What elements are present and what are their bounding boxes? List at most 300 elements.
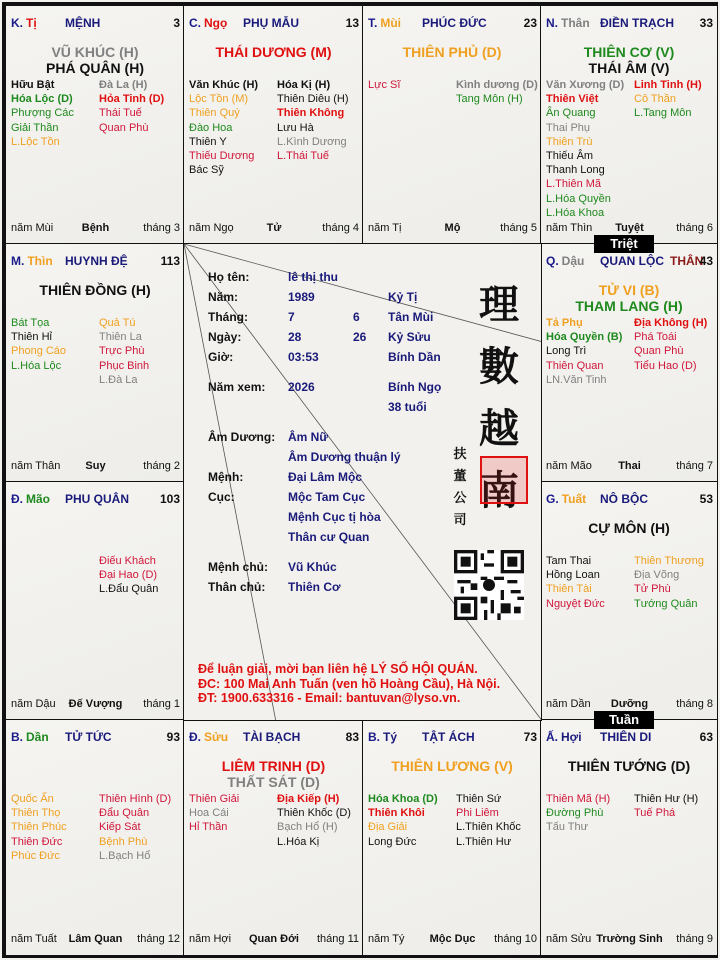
heavenly-stem: B. <box>368 730 380 744</box>
main-stars <box>6 282 184 298</box>
palace-header <box>368 730 537 744</box>
age-number: 43 <box>699 254 713 268</box>
lunar-month: tháng 11 <box>316 933 359 945</box>
minor-stars-left <box>546 78 624 220</box>
palace-footer <box>546 460 713 474</box>
minor-stars-left <box>11 316 66 373</box>
minor-star: Bệnh Phù <box>99 835 148 848</box>
triet-tag: Triệt <box>594 235 654 253</box>
minor-star: Thiên Khôi <box>368 807 425 820</box>
palace-cell-tat-ach[interactable] <box>362 719 542 956</box>
main-stars <box>541 520 717 536</box>
label-hour: Giờ: <box>208 350 234 364</box>
minor-star: Hồng Loan <box>546 569 600 582</box>
main-star: THẤT SÁT (D) <box>227 774 320 790</box>
contact-line-address: ĐC: 100 Mai Anh Tuấn (ven hồ Hoàng Cầu), Hà Nội. <box>198 676 501 691</box>
minor-star: Địa Võng <box>634 569 680 582</box>
tuan-tag: Tuần <box>594 711 654 729</box>
palace-footer <box>189 222 359 236</box>
minor-star: L.Tang Môn <box>634 107 692 120</box>
life-stage: Suy <box>85 460 106 472</box>
minor-star: Tướng Quân <box>634 597 698 610</box>
minor-star: Quả Tú <box>99 317 136 329</box>
lunar-month: tháng 8 <box>676 698 713 710</box>
palace-cell-huynh-de[interactable] <box>5 243 185 483</box>
minor-star: Bạch Hổ (H) <box>277 821 338 834</box>
main-star: THÁI ÂM (V) <box>588 60 670 76</box>
palace-footer <box>189 933 359 947</box>
minor-stars-right <box>99 78 164 135</box>
palace-footer <box>368 222 537 236</box>
minor-stars-left <box>368 78 400 92</box>
heavenly-stem: G. <box>546 492 559 506</box>
minor-stars-right <box>99 316 149 387</box>
minor-star: Hóa Quyền (B) <box>546 331 623 344</box>
main-stars <box>184 758 363 790</box>
heavenly-stem: Đ. <box>189 730 201 744</box>
palace-footer <box>546 933 713 947</box>
earthly-branch: Thân <box>561 16 590 30</box>
year-branch: năm Mão <box>546 460 592 472</box>
minor-stars-right <box>277 78 349 163</box>
main-star: THÁI DƯƠNG (M) <box>215 44 332 60</box>
minor-star: L.Lộc Tồn <box>11 135 60 148</box>
minor-star: Đà La (H) <box>99 79 148 91</box>
minor-star: Bác Sỹ <box>189 164 224 177</box>
heavenly-stem: Đ. <box>11 492 23 506</box>
minor-star: Phá Toái <box>634 331 677 344</box>
main-star: LIÊM TRINH (D) <box>221 758 326 774</box>
heavenly-stem: B. <box>11 730 23 744</box>
palace-name: HUYNH ĐỆ <box>65 254 128 268</box>
minor-star: Thiên Phúc <box>11 821 67 834</box>
minor-star: Hỏa Tinh (D) <box>99 93 165 106</box>
year-branch: năm Dần <box>546 698 591 710</box>
lunar-month: tháng 12 <box>137 933 180 945</box>
earthly-branch: Hợi <box>561 730 582 744</box>
minor-star: Thiên Hư (H) <box>634 793 699 805</box>
heavenly-stem: C. <box>189 16 201 30</box>
palace-cell-dien-trach[interactable] <box>540 5 718 245</box>
main-star: TỬ VI (B) <box>598 282 660 298</box>
label-menh-chu: Mệnh chủ: <box>208 560 268 574</box>
palace-name: PHÚC ĐỨC <box>422 16 487 30</box>
calligraphy-small: 扶 董 公 司 <box>453 447 467 528</box>
minor-star: Thiên Mã (H) <box>546 793 611 805</box>
lunar-month: tháng 7 <box>676 460 713 472</box>
minor-star: Tang Môn (H) <box>456 93 523 106</box>
minor-star: Lộc Tồn (M) <box>189 93 249 106</box>
minor-star: L.Bạch Hổ <box>99 849 151 862</box>
value-view-year: 2026 <box>288 380 315 394</box>
year-branch: năm Tị <box>368 222 402 234</box>
minor-star: Thiên Không <box>277 107 345 120</box>
earthly-branch: Tuất <box>561 492 587 506</box>
tu-vi-chart <box>2 2 718 958</box>
value-day-canchi: Kỷ Sửu <box>388 330 431 344</box>
year-branch: năm Tuất <box>11 933 57 945</box>
value-day-lunar: 26 <box>353 330 367 344</box>
label-am-duong: Âm Dương: <box>208 430 276 444</box>
value-month-solar: 7 <box>288 310 295 324</box>
minor-star: Thiên Khốc (D) <box>277 807 351 820</box>
main-star: THIÊN CƠ (V) <box>583 44 675 60</box>
minor-star: L.Đà La <box>99 373 138 386</box>
palace-footer <box>11 933 180 947</box>
palace-header <box>368 16 537 30</box>
value-cuc-note2: Thân cư Quan <box>288 530 370 544</box>
palace-header <box>189 16 359 30</box>
minor-star: L.Đẩu Quân <box>99 583 159 596</box>
minor-star: Kiếp Sát <box>99 821 141 834</box>
minor-stars-right <box>634 792 698 820</box>
minor-star: Linh Tinh (H) <box>634 79 702 91</box>
minor-star: Đường Phù <box>546 807 604 820</box>
minor-star: Cô Thần <box>634 93 676 106</box>
minor-stars-right <box>99 792 171 863</box>
value-month-canchi: Tân Mùi <box>388 310 434 324</box>
palace-name: TẬT ÁCH <box>422 730 475 744</box>
palace-footer <box>11 698 180 712</box>
lunar-month: tháng 3 <box>143 222 180 234</box>
minor-star: Long Đức <box>368 835 417 848</box>
minor-stars-right <box>634 554 704 611</box>
minor-star: Phục Binh <box>99 359 150 372</box>
life-stage: Đế Vượng <box>68 698 123 710</box>
life-stage: Trường Sinh <box>596 933 663 945</box>
life-stage: Tuyệt <box>615 222 644 234</box>
value-cuc-note1: Mệnh Cục tị hòa <box>288 510 381 524</box>
contact-line-phone-email[interactable]: ĐT: 1900.633316 - Email: bantuvan@lyso.vn. <box>198 691 461 705</box>
palace-name: MỆNH <box>65 16 101 30</box>
main-stars <box>6 44 184 76</box>
life-stage: Lâm Quan <box>68 933 123 945</box>
age-number: 83 <box>345 730 359 744</box>
minor-stars-left <box>189 792 239 835</box>
minor-star: L.Hóa Lộc <box>11 359 62 372</box>
palace-name: NÔ BỘC <box>600 492 648 506</box>
value-am-duong-note: Âm Dương thuận lý <box>288 450 401 464</box>
year-branch: năm Mùi <box>11 222 54 234</box>
palace-header <box>546 730 713 744</box>
earthly-branch: Mão <box>26 492 50 506</box>
minor-star: Đại Hao (D) <box>99 569 158 582</box>
minor-star: L.Kình Dương <box>277 135 347 148</box>
minor-star: Quốc Ấn <box>11 793 54 805</box>
age-number: 93 <box>166 730 180 744</box>
minor-stars-right <box>277 792 351 849</box>
minor-star: Thiên Trù <box>546 135 593 148</box>
age-number: 103 <box>159 492 180 506</box>
minor-stars-left <box>11 792 67 863</box>
heavenly-stem: Q. <box>546 254 559 268</box>
minor-star: Tuế Phá <box>634 807 676 820</box>
value-cuc: Mộc Tam Cục <box>288 490 366 504</box>
palace-header <box>11 254 180 268</box>
qr-code[interactable] <box>454 550 524 620</box>
minor-star: Phi Liêm <box>456 807 499 820</box>
age-number: 23 <box>523 16 537 30</box>
minor-star: Lưu Hà <box>277 121 314 134</box>
life-stage: Bệnh <box>81 222 110 234</box>
contact-info <box>198 662 500 706</box>
minor-star: Ân Quang <box>546 107 596 120</box>
earthly-branch: Sửu <box>204 730 229 744</box>
minor-star: L.Thiên Hư <box>456 835 512 848</box>
value-month-lunar: 6 <box>353 310 360 324</box>
main-star: THIÊN LƯƠNG (V) <box>391 758 513 774</box>
palace-cell-phu-quan[interactable] <box>5 481 185 721</box>
age-number: 13 <box>345 16 359 30</box>
palace-footer <box>11 222 180 236</box>
main-stars <box>541 758 717 774</box>
heavenly-stem: M. <box>11 254 25 268</box>
minor-star: Hóa Lộc (D) <box>11 93 73 106</box>
main-star: THIÊN TƯỚNG (D) <box>567 758 691 774</box>
main-star: VŨ KHÚC (H) <box>51 44 139 60</box>
minor-star: Trực Phù <box>99 345 145 358</box>
calligraphy-title: 理 數 越 南 <box>479 281 519 514</box>
life-stage: Mộ <box>444 222 461 234</box>
minor-star: Lực Sĩ <box>368 79 401 91</box>
minor-star: Thanh Long <box>546 164 605 177</box>
main-star: THAM LANG (H) <box>575 298 683 314</box>
minor-stars-right <box>634 78 702 121</box>
minor-star: Thiếu Âm <box>546 150 594 163</box>
palace-name: TỬ TỨC <box>65 730 112 744</box>
minor-stars-left <box>546 316 622 387</box>
lunar-month: tháng 4 <box>322 222 359 234</box>
year-branch: năm Hợi <box>189 933 232 945</box>
minor-star: Đẩu Quân <box>99 807 150 820</box>
minor-star: Thiên Diêu (H) <box>277 93 349 106</box>
earthly-branch: Dậu <box>561 254 585 268</box>
life-stage: Dưỡng <box>610 698 649 710</box>
minor-star: L.Thiên Mã <box>546 178 602 191</box>
label-view-year: Năm xem: <box>208 380 266 394</box>
main-star: THIÊN PHỦ (D) <box>402 44 502 60</box>
minor-star: Địa Giải <box>368 821 408 834</box>
minor-star: Bát Tọa <box>11 317 50 329</box>
label-menh: Mệnh: <box>208 470 244 484</box>
lunar-month: tháng 9 <box>676 933 713 945</box>
minor-stars-left <box>11 78 74 149</box>
age-number: 3 <box>173 16 180 30</box>
minor-star: Hóa Kị (H) <box>277 79 331 91</box>
minor-star: Nguyệt Đức <box>546 597 605 610</box>
label-day: Ngày: <box>208 330 242 344</box>
minor-star: L.Hóa Quyền <box>546 192 611 205</box>
palace-name: PHU QUÂN <box>65 492 130 506</box>
minor-star: L.Thiên Khốc <box>456 821 521 834</box>
label-month: Tháng: <box>208 310 248 324</box>
minor-star: Phượng Các <box>11 107 74 120</box>
main-star: CỰ MÔN (H) <box>588 520 670 536</box>
minor-star: Đào Hoa <box>189 121 233 134</box>
palace-name: ĐIỀN TRẠCH <box>600 16 674 30</box>
minor-star: L.Hóa Khoa <box>546 206 605 219</box>
minor-star: Thiên Việt <box>546 93 599 106</box>
minor-stars-right <box>634 316 707 373</box>
earthly-branch: Tị <box>26 16 37 30</box>
value-menh: Đại Lâm Mộc <box>288 470 363 484</box>
label-cuc: Cục: <box>208 490 235 504</box>
heavenly-stem: T. <box>368 16 378 30</box>
lunar-month: tháng 10 <box>494 933 537 945</box>
value-menh-chu: Vũ Khúc <box>288 560 337 574</box>
palace-cell-phu-mau[interactable] <box>183 5 364 245</box>
minor-star: Thiên Giải <box>189 793 240 805</box>
label-than-chu: Thân chủ: <box>208 580 266 594</box>
minor-star: Thiên Đức <box>11 835 63 848</box>
minor-star: Hoa Cái <box>189 807 229 820</box>
heavenly-stem: Ấ. <box>546 730 558 744</box>
minor-star: Văn Khúc (H) <box>189 79 259 91</box>
minor-stars-right <box>99 554 158 597</box>
minor-star: Thai Phụ <box>546 121 591 134</box>
value-day-solar: 28 <box>288 330 302 344</box>
palace-cell-tai-bach[interactable] <box>183 719 364 956</box>
minor-star: Tiểu Hao (D) <box>634 359 697 372</box>
year-branch: năm Thân <box>11 460 61 472</box>
earthly-branch: Dần <box>26 730 49 744</box>
minor-star: Tả Phụ <box>546 317 583 329</box>
year-branch: năm Ngọ <box>189 222 234 234</box>
earthly-branch: Mùi <box>380 16 402 30</box>
value-than-chu: Thiên Cơ <box>288 580 341 594</box>
palace-header <box>546 16 713 30</box>
year-branch: năm Tý <box>368 933 405 945</box>
earthly-branch: Thìn <box>27 254 53 268</box>
label-year: Năm: <box>208 290 239 304</box>
lunar-month: tháng 5 <box>500 222 537 234</box>
year-branch: năm Thìn <box>546 222 593 234</box>
palace-cell-tu-tuc[interactable] <box>5 719 185 956</box>
palace-header <box>11 16 180 30</box>
minor-stars-left <box>546 792 610 835</box>
minor-star: LN.Văn Tinh <box>546 373 607 386</box>
contact-line-invite: Để luận giải, mời bạn liên hệ LÝ SỐ HỘI QUÁN. <box>198 662 478 676</box>
minor-stars-left <box>546 554 605 611</box>
age-number: 53 <box>699 492 713 506</box>
minor-star: Thiên Hình (D) <box>99 793 172 805</box>
life-stage: Mộc Dục <box>429 933 476 945</box>
minor-star: Kình dương (D) <box>456 79 538 91</box>
palace-footer <box>368 933 537 947</box>
life-stage: Quan Đới <box>249 933 299 945</box>
minor-star: Địa Không (H) <box>634 317 708 329</box>
value-year-solar: 1989 <box>288 290 315 304</box>
minor-star: Phong Cáo <box>11 345 67 358</box>
value-year-canchi: Kỷ Tị <box>388 290 418 304</box>
main-stars <box>541 44 717 76</box>
value-hour: 03:53 <box>288 350 319 364</box>
minor-star: Quan Phù <box>634 345 684 358</box>
palace-header <box>546 254 713 268</box>
earthly-branch: Tý <box>383 730 398 744</box>
heavenly-stem: N. <box>546 16 558 30</box>
palace-cell-thien-di[interactable] <box>540 719 718 956</box>
age-number: 63 <box>699 730 713 744</box>
life-stage: Thai <box>618 460 641 472</box>
minor-star: Thiên Thọ <box>11 807 61 820</box>
value-am-duong: Âm Nữ <box>288 430 329 444</box>
minor-stars-left <box>189 78 258 177</box>
than-marker: THÂN <box>670 254 704 268</box>
earthly-branch: Ngọ <box>204 16 228 30</box>
age-number: 73 <box>523 730 537 744</box>
minor-star: Thiên Quý <box>189 107 240 120</box>
main-star: PHÁ QUÂN (H) <box>46 60 144 76</box>
main-stars <box>363 758 541 774</box>
minor-star: Thái Tuế <box>99 107 142 120</box>
minor-star: L.Thái Tuế <box>277 150 329 163</box>
center-info-panel <box>183 243 542 721</box>
age-number: 33 <box>699 16 713 30</box>
palace-footer <box>11 460 180 474</box>
palace-cell-phuc-duc[interactable] <box>362 5 542 245</box>
minor-star: Hữu Bật <box>11 79 55 91</box>
lunar-month: tháng 6 <box>676 222 713 234</box>
value-hour-canchi: Bính Dần <box>388 350 441 364</box>
minor-star: Tam Thai <box>546 555 592 567</box>
minor-star: Thiên Thương <box>634 555 705 567</box>
year-branch: năm Dậu <box>11 698 56 710</box>
value-view-year-canchi: Bính Ngọ <box>388 380 442 394</box>
palace-name: QUAN LỘC THÂN <box>600 254 704 268</box>
palace-footer <box>546 222 713 236</box>
age-number: 113 <box>160 254 180 268</box>
value-age: 38 tuổi <box>388 400 427 414</box>
minor-star: Hóa Khoa (D) <box>368 793 438 805</box>
minor-star: Tấu Thư <box>546 821 589 834</box>
minor-star: Giải Thần <box>11 121 59 134</box>
main-stars <box>363 44 541 60</box>
minor-stars-left <box>368 792 438 849</box>
minor-star: Thiên Quan <box>546 359 604 372</box>
palace-cell-menh[interactable] <box>5 5 185 245</box>
palace-name: THIÊN DI <box>600 730 652 744</box>
palace-name: TÀI BẠCH <box>243 730 301 744</box>
minor-star: Thiên Y <box>189 135 227 148</box>
palace-footer <box>546 698 713 712</box>
lunar-month: tháng 1 <box>143 698 180 710</box>
palace-header <box>11 730 180 744</box>
minor-star: Long Trì <box>546 345 587 358</box>
year-branch: năm Sửu <box>546 933 592 945</box>
minor-star: Thiên Tài <box>546 583 592 596</box>
palace-name: PHỤ MẪU <box>243 16 299 30</box>
life-stage: Tử <box>266 222 282 234</box>
minor-star: Điếu Khách <box>99 555 156 567</box>
label-name: Họ tên: <box>208 270 250 284</box>
lunar-month: tháng 2 <box>143 460 180 472</box>
minor-star: Tử Phù <box>634 583 671 596</box>
palace-header <box>189 730 359 744</box>
minor-star: Thiên Sứ <box>456 793 502 805</box>
palace-header <box>546 492 713 506</box>
minor-star: Thiên Hỉ <box>11 331 52 344</box>
minor-star: Thiếu Dương <box>189 150 255 163</box>
main-stars <box>541 282 717 314</box>
main-star: THIÊN ĐỒNG (H) <box>39 282 151 298</box>
palace-cell-quan-loc[interactable] <box>540 243 718 483</box>
red-seal-stamp <box>480 456 528 504</box>
minor-star: Quan Phù <box>99 121 149 134</box>
minor-star: Thiên La <box>99 331 142 344</box>
heavenly-stem: K. <box>11 16 23 30</box>
palace-cell-no-boc[interactable] <box>540 481 718 721</box>
